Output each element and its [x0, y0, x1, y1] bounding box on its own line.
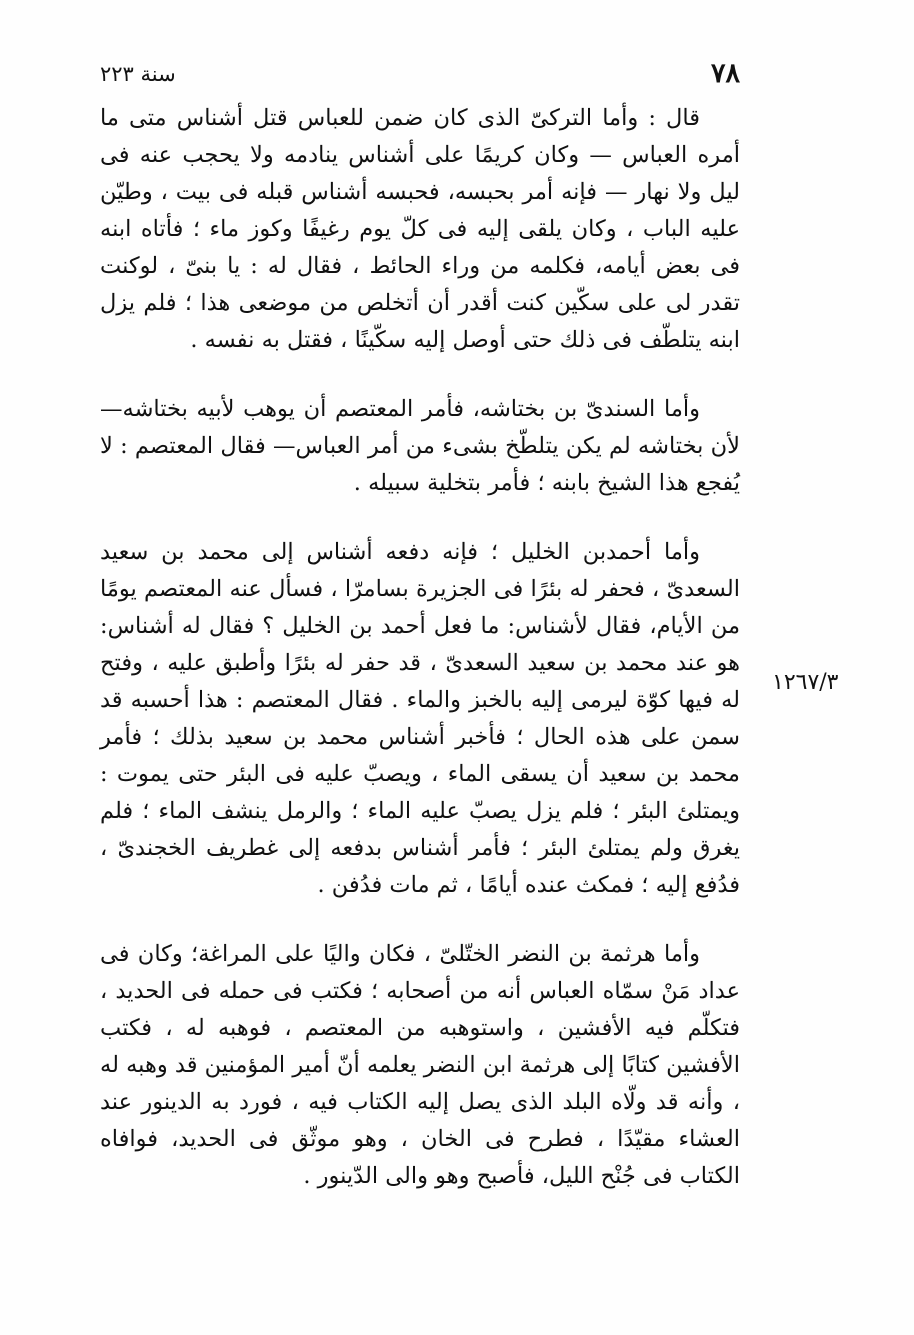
page-number: ٧٨: [710, 58, 740, 89]
margin-reference: ١٢٦٧/٣: [772, 670, 839, 695]
page-header: [100, 58, 740, 94]
paragraph-turkish-guard: قال : وأما التركىّ الذى كان ضمن للعباس قتل أشناس متى ما أمره العباس — وكان كريمًا على أشناس ينادمه ولا يحجب عنه فى ليل ولا نهار — فإنه أمر بحبسه، فحبسه أشناس قبله فى بيت ، وطيّن عليه الباب ، وكان يلقى إليه فى كلّ يوم رغيفًا وكوز ماء ؛ فأتاه ابنه فى بعض أيامه، فكلمه من وراء الحائط ، فقال له : يا بنىّ ، لوكنت تقدر لى على سكّين كنت أقدر أن أتخلص من موضعى هذا ؛ فلم يزل ابنه يتلطّف فى ذلك حتى أوصل إليه سكّينًا ، فقتل به نفسه .: [100, 105, 740, 353]
paragraph-ahmad-ibn-khalil: وأما أحمدبن الخليل ؛ فإنه دفعه أشناس إلى محمد بن سعيد السعدىّ ، فحفر له بئرًا فى الجزيرة بسامرّا ، فسأل عنه المعتصم يومًا من الأيام، فقال لأشناس: ما فعل أحمد بن الخليل ؟ فقال له أشناس: هو عند محمد بن سعيد السعدىّ ، قد حفر له بئرًا وأطبق عليه ، وفتح له فيها كوّة ليرمى إليه بالخبز والماء . فقال المعتصم : هذا أحسبه قد سمن على هذه الحال ؛ فأخبر أشناس محمد بن سعيد بذلك ؛ فأمر محمد بن سعيد أن يسقى الماء ، ويصبّ عليه فى البئر حتى يموت : ويمتلئ البئر ؛ فلم يزل يصبّ عليه الماء ؛ والرمل ينشف الماء ؛ فلم يغرق ولم يمتلئ البئر ؛ فأمر أشناس بدفعه إلى غطريف الخجندىّ ، فدُفع إليه ؛ فمكث عنده أيامًا ، ثم مات فدُفن .: [100, 539, 740, 898]
paragraph-harthama: وأما هرثمة بن النضر الختّلىّ ، فكان واليًا على المراغة؛ وكان فى عداد مَنْ سمّاه العباس أنه من أصحابه ؛ فكتب فى حمله فى الحديد ، فتكلّم فيه الأفشين ، واستوهبه من المعتصم ، فوهبه له ، فكتب الأفشين كتابًا إلى هرثمة ابن النضر يعلمه أنّ أمير المؤمنين قد وهبه له ، وأنه قد ولّاه البلد الذى يصل إليه الكتاب فيه ، فورد به الدينور عند العشاء مقيّدًا ، فطرح فى الخان ، وهو موثّق فى الحديد، فوافاه الكتاب فى جُنْح الليل، فأصبح وهو والى الدّينور .: [100, 941, 740, 1189]
running-head-year: سنة ٢٢٣: [100, 62, 176, 86]
body-text: [100, 100, 740, 1227]
paragraph-sindi: وأما السندىّ بن بختاشه، فأمر المعتصم أن يوهب لأبيه بختاشه— لأن بختاشه لم يكن يتلطّخ بشىء من أمر العباس— فقال المعتصم : لا يُفجع هذا الشيخ بابنه ؛ فأمر بتخلية سبيله .: [100, 396, 740, 496]
